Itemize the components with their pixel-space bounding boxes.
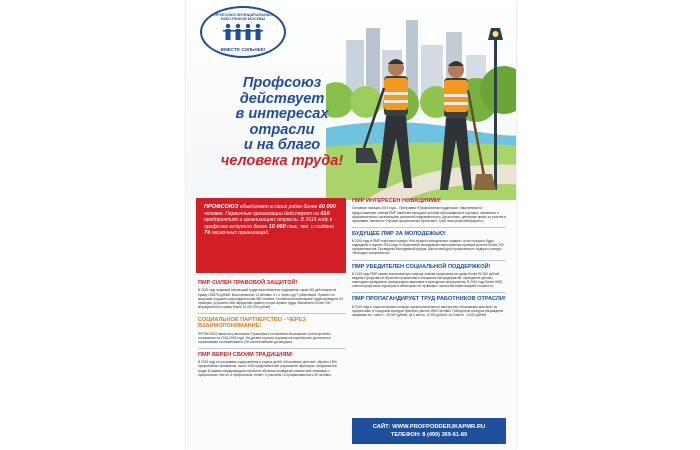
headline-line: в интересах (235, 106, 329, 123)
stats-text: первичных организаций. (211, 230, 270, 236)
stats-number: 74 (204, 230, 211, 236)
section-text: В 2015 году в ПМР стартовал конкурс «На лучшего молодежного лидера», итоги которого будут подведены в апреле 2016 года. В отраслевых молодежных мероприятиях приняли участие более 200 профактивистов. Проведены Молодежный форум, Школа молодого профсоюзного лидера и конкурс «Молодые специалисты». (352, 239, 504, 256)
divider (198, 313, 346, 314)
stats-number: 10 000 (268, 223, 286, 230)
stats-text: объединяет в своих рядах более (239, 204, 318, 210)
hero-illustration (186, 0, 516, 200)
section-title: ПМР ВЕРЕН СВОИМ ТРАДИЦИЯМ! (198, 351, 293, 358)
stats-text: тыс. чел. и создано (287, 223, 334, 230)
divider (198, 348, 346, 349)
website-link[interactable]: САЙТ: WWW.PROFPODDERJKAPMR.RU (372, 424, 486, 430)
street-workers-illustration (356, 48, 506, 198)
stats-text: человек. Первичные организации действуют на (204, 210, 319, 217)
left-column (198, 280, 346, 381)
divider (352, 260, 506, 261)
section-title: СОЦИАЛЬНОЕ ПАРТНЕРСТВО - ЧЕРЕЗ ВЗАИМОПОНИМАНИЕ! (198, 316, 306, 330)
section-title: ПМР ИНТЕРЕСЕН НОВАЦИЯМИ! (352, 198, 441, 204)
logo-slogan: ВМЕСТЕ СИЛЬНЕЕ! (220, 47, 266, 52)
section-text: В 2015 году ПМР оказал материальную помощь членам профсоюза на сумму более 60 000 рублей, выделил средства на обучение профактива и специалистов предприятий, проведение детских новогодних праздников, физкультурно-массовые и культурные мероприятия. В 2015 году более 5000 членов профсоюза отдохнули в санаториях по путевкам с частичной компенсацией стоимости. (352, 271, 503, 289)
divider (352, 292, 506, 293)
section-text: В 2015 году по программе оздоровления и отдыха детей «Московское детство» обучено 1500 профсоюзных активистов, около 1000 представителей социальных партнеров, специалистов труда. В рамках международных проектов обучения проведены совместные семинары с профсоюзом «Ver.di» и профсоюзом «Unite» с участием 15 профактивистов и 30 человек. (198, 360, 338, 377)
section-text: ПРОФСОЮЗ является участником Отраслевого соглашения Московского трехстороннего соглашения на 2016-2018 годы. На уровне отрасли социальное партнерство достигается отраслевыми соглашениями и 230 коллективными договорами. (198, 331, 332, 344)
section-text: В 2015 году в отрасли прошел конкурс профессионального мастерства «Московские мастера» по профессиям, в городском конкурсе приняли участие 2500 человек. Победители конкурса награждены премиями за 1 место - 10 000 рублей, за 2 место - 8 000 рублей, за 3 место - 6 000 рублей. (352, 304, 504, 317)
right-column (352, 198, 506, 321)
headline-line: и на благо (243, 137, 321, 154)
headline-line: Профсоюз (242, 75, 322, 91)
headline-line: действует (239, 90, 325, 107)
stats-number: 410 (320, 210, 330, 217)
headline-line: отрасли (249, 121, 315, 138)
divider (352, 227, 506, 228)
section-title: ПМР УБЕДИТЕЛЕН СОЦИАЛЬНОЙ ПОДДЕРЖКОЙ! (352, 263, 491, 270)
logo-top-text: ПРОФСОЮЗ МУНИЦИПАЛЬНЫХ РАБОТНИКОВ МОСКВЫ (213, 13, 273, 21)
membership-stats-box (196, 198, 346, 273)
headline (204, 76, 360, 170)
section-title: БУДУЩЕЕ ПМР ЗА МОЛОДЕЖЬЮ! (352, 230, 446, 237)
people-figures-icon (222, 23, 264, 41)
union-logo (200, 6, 286, 58)
section-text: В 2015 году правовой инспекцией труда восстановлено нарушенных прав 145 работников на сумму 106978 рублей. Восстановлено 13 человек, в т.ч. через суд 7 работников. Принято по вопросам трудового законодательства 980 человек. Технической инспекцией труда проведено 94 проверки, устранено 388 нарушений правил и норм охраны труда. Выполнено более 200 мероприятий на сумму более 15 000 000 рублей. (198, 288, 343, 309)
phone-number: ТЕЛЕФОН: 8 (499) 369-61-89 (390, 432, 468, 438)
stats-text: предприятиях и организациях отрасли. В 2015 году в профсоюз вступило более (204, 217, 333, 230)
poster-page (186, 0, 516, 450)
stats-number: 60 000 (318, 204, 336, 210)
contact-banner (352, 418, 506, 444)
section-title: ПМР СИЛЕН ПРАВОВОЙ ЗАЩИТОЙ! (198, 280, 298, 286)
section-text: Основные новации 2015 года – Программа «Профсоюзная поддержка», нацеленная на предоставление членам ПМР наиболее выгодных условий обслуживания в торговых, сервисных и образовательных организациях различной направленности. Дисконтные, денежные призы за участие в программе, являются «Лучший профсоюзный бухгалтер». Сайт www.profpodderjkapmr.ru (352, 206, 506, 223)
section-title: ПМР ПРОПАГАНДИРУЕТ ТРУД РАБОТНИКОВ ОТРАСЛИ! (352, 296, 506, 303)
headline-accent: человека труда! (220, 152, 344, 169)
stats-lead: ПРОФСОЮЗ (204, 204, 239, 210)
